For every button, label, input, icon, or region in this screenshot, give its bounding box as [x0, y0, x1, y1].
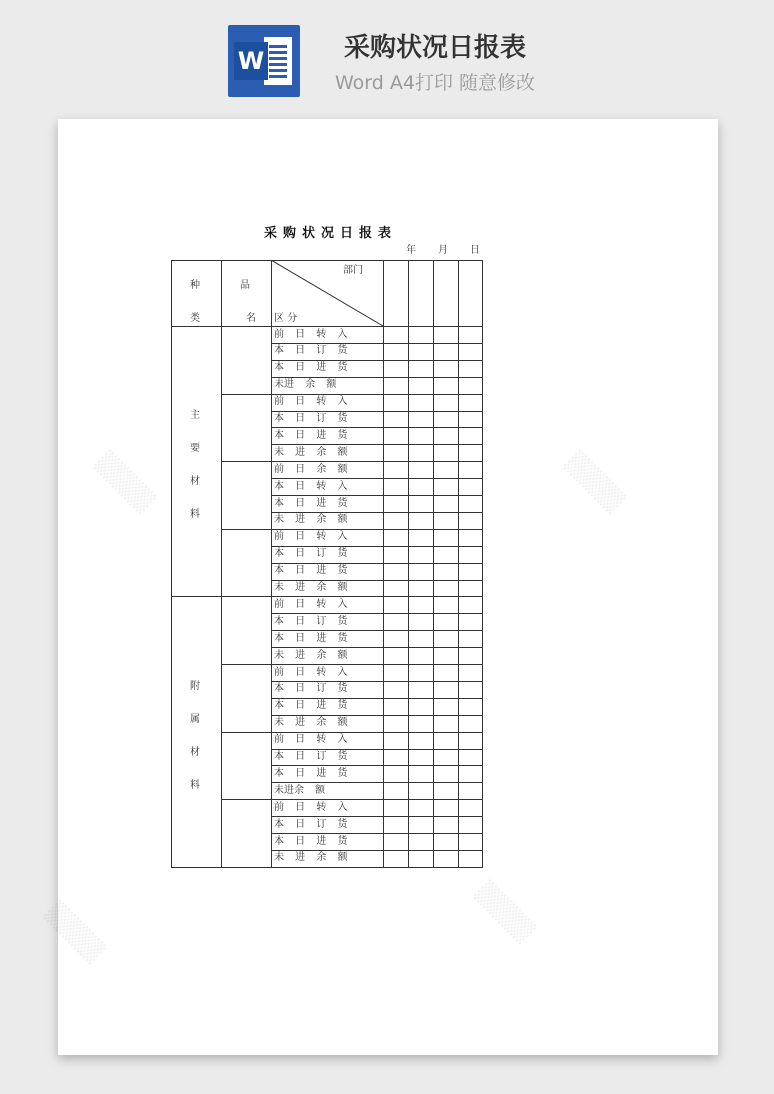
table-column-rule: [271, 260, 272, 868]
row-label: 本 日 进 货: [274, 429, 348, 441]
page-subtitle: Word A4打印 随意修改: [334, 72, 535, 94]
header-department: 部门: [343, 265, 363, 276]
category-main-label: 料: [190, 509, 200, 521]
header-category-bottom: 类: [190, 313, 200, 324]
category-sub-label: 料: [190, 779, 200, 791]
table-column-rule: [433, 260, 434, 868]
table-row-rule: [221, 529, 483, 530]
table-column-rule: [171, 260, 172, 868]
table-row-rule: [221, 732, 483, 733]
watermark: ▒▒▒▒: [91, 449, 157, 516]
table-row-rule: [221, 461, 483, 462]
row-label: 本 日 进 货: [274, 835, 348, 847]
row-label: 本 日 订 货: [274, 345, 348, 357]
header-section: 区 分: [274, 313, 298, 324]
watermark: ▒▒▒▒: [41, 899, 107, 966]
header-category-top: 种: [190, 280, 200, 291]
row-label: 未进 余 额: [274, 379, 337, 391]
table-column-rule: [221, 260, 222, 868]
row-label: 未进余 额: [274, 784, 326, 796]
row-label: 本 日 进 货: [274, 632, 348, 644]
row-label: 未 进 余 额: [274, 582, 348, 593]
table-border-bottom: [171, 867, 483, 868]
row-label: 本 日 进 货: [274, 767, 348, 779]
row-label: 前 日 转 入: [274, 396, 348, 408]
category-main-label: 要: [190, 443, 200, 455]
category-main-label: 材: [190, 476, 200, 488]
row-label: 本 日 订 货: [274, 413, 348, 424]
table-border-top: [171, 260, 483, 261]
row-label: 本 日 进 货: [274, 565, 348, 577]
row-label: 本 日 进 货: [274, 362, 348, 374]
date-year-label: 年: [406, 245, 416, 256]
watermark: ▒▒▒▒: [561, 449, 627, 516]
row-label: 本 日 转 入: [274, 480, 348, 492]
row-label: 未 进 余 额: [274, 649, 348, 661]
row-label: 未 进 余 额: [274, 446, 348, 458]
category-sub-label: 材: [190, 746, 200, 758]
page-header: [0, 0, 774, 110]
page-title: 采购状况日报表: [343, 33, 526, 63]
header-item-top: 品: [240, 280, 250, 291]
row-label: 前 日 转 入: [274, 531, 348, 543]
row-label: 本 日 订 货: [274, 548, 348, 560]
table-column-rule: [458, 260, 459, 868]
row-label: 本 日 进 货: [274, 497, 348, 509]
date-month-label: 月: [438, 245, 448, 256]
row-label: 本 日 进 货: [274, 700, 348, 712]
watermark: ▒▒▒▒: [471, 879, 537, 946]
date-day-label: 日: [470, 245, 480, 256]
table-column-rule: [383, 260, 384, 868]
row-label: 未 进 余 额: [274, 717, 348, 729]
row-label: 前 日 转 入: [274, 598, 348, 610]
table-row-rule: [221, 664, 483, 665]
row-label: 前 日 余 额: [274, 463, 348, 475]
row-label: 本 日 订 货: [274, 683, 348, 695]
logo-letter: W: [234, 42, 268, 80]
category-sub-label: 属: [190, 713, 200, 725]
table-column-rule: [482, 260, 483, 868]
word-logo-icon: [228, 25, 300, 97]
row-label: 前 日 转 入: [274, 666, 348, 678]
row-label: 本 日 订 货: [274, 615, 348, 627]
row-label: 前 日 转 入: [274, 734, 348, 746]
table-row-rule: [221, 799, 483, 800]
category-sub-label: 附: [190, 680, 200, 692]
category-main-label: 主: [190, 410, 200, 422]
row-label: 前 日 转 入: [274, 801, 348, 813]
row-label: 前 日 转 入: [274, 328, 348, 340]
row-label: 本 日 订 货: [274, 751, 348, 762]
table-row-rule: [221, 394, 483, 395]
row-label: 未 进 余 额: [274, 514, 348, 526]
row-label: 未 进 余 额: [274, 852, 348, 864]
header-diagonal: [271, 260, 383, 326]
document-title: 采购状况日报表: [264, 226, 398, 241]
table-column-rule: [408, 260, 409, 868]
row-label: 本 日 订 货: [274, 818, 348, 830]
header-item-bottom: 名: [246, 313, 256, 324]
